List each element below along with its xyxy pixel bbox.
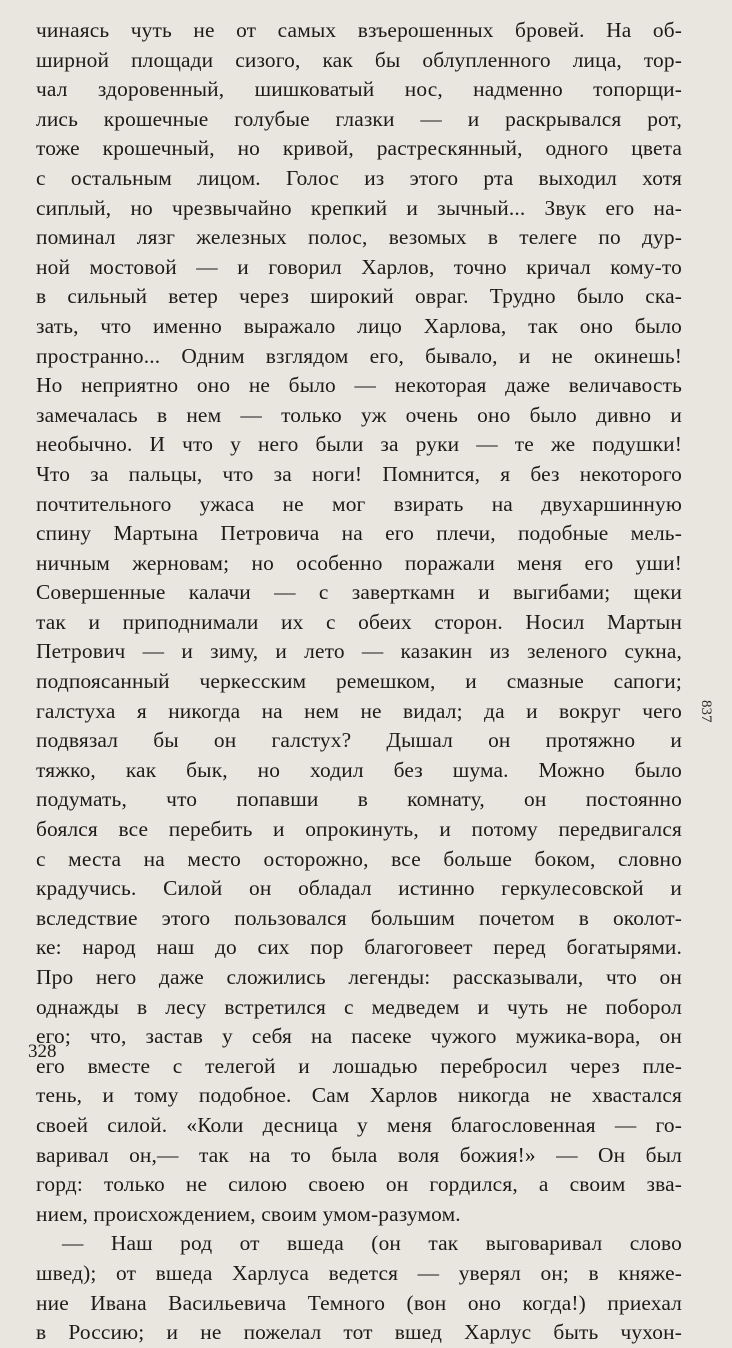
text-line: Но неприятно оно не было — некоторая даже величавость bbox=[36, 373, 682, 398]
page-number: 328 bbox=[28, 1041, 57, 1062]
text-line: тоже крошечный, но кривой, растрескянный, одного цвета bbox=[36, 136, 682, 161]
text-line: лись крошечные голубые глазки — и раскрывался рот, bbox=[36, 106, 682, 131]
text-line: Совершенные калачи — с заверткамн и выгибами; щеки bbox=[36, 580, 682, 605]
text-line: чинаясь чуть не от самых взъерошенных бровей. На об- bbox=[36, 18, 682, 42]
text-line: необычно. И что у него были за руки — те же подушки! bbox=[36, 432, 682, 457]
text-line: с остальным лицом. Голос из этого рта выходил хотя bbox=[36, 165, 682, 190]
text-line: в Россию; и не пожелал тот вшед Харлус быть чухон- bbox=[36, 1320, 682, 1345]
text-line: его; что, застав у себя на пасеке чужого мужика-вора, он bbox=[36, 1024, 682, 1049]
text-line: своей силой. «Коли десница у меня благословенная — го- bbox=[36, 1112, 682, 1137]
text-line: спину Мартына Петровича на его плечи, подобные мель- bbox=[36, 521, 682, 546]
text-line: нием, происхождением, своим умом-разумом. bbox=[36, 1201, 461, 1226]
text-line: галстуха я никогда на нем не видал; да и вокруг чего bbox=[36, 698, 682, 723]
text-line: почтительного ужаса не мог взирать на двухаршинную bbox=[36, 491, 682, 516]
text-line: Петрович — и зиму, и лето — казакин из зеленого сукна, bbox=[36, 639, 682, 664]
text-line: пространно... Одним взглядом его, бывало, и не окинешь! bbox=[36, 343, 682, 368]
text-line: тяжко, как бык, но ходил без шума. Можно было bbox=[36, 757, 682, 782]
text-line: с места на место осторожно, все больше боком, словно bbox=[36, 846, 682, 871]
text-line: Что за пальцы, что за ноги! Помнится, я без некоторого bbox=[36, 461, 682, 486]
text-line: ной мостовой — и говорил Харлов, точно кричал кому-то bbox=[36, 254, 682, 279]
text-line: Про него даже сложились легенды: рассказывали, что он bbox=[36, 965, 682, 989]
body-text bbox=[36, 16, 682, 1348]
text-line: однажды в лесу встретился с медведем и чуть не поборол bbox=[36, 994, 682, 1019]
text-line: сиплый, но чрезвычайно крепкий и зычный... Звук его на- bbox=[36, 195, 682, 220]
text-line: подумать, что попавши в комнату, он постоянно bbox=[36, 787, 682, 812]
text-line: швед); от вшеда Харлуса ведется — уверял он; в княже- bbox=[36, 1260, 682, 1285]
text-line: ширной площади сизого, как бы облупленного лица, тор- bbox=[36, 47, 682, 72]
text-line: его вместе с телегой и лошадью перебросил через пле- bbox=[36, 1053, 682, 1078]
text-line: вследствие этого пользовался большим почетом в околот- bbox=[36, 905, 682, 930]
text-line: тень, и тому подобное. Сам Харлов никогда не хвастался bbox=[36, 1083, 682, 1108]
text-line: подпоясанный черкесским ремешком, и смазные сапоги; bbox=[36, 669, 682, 694]
text-line: чал здоровенный, шишковатый нос, надменно топорщи- bbox=[36, 77, 682, 102]
text-line: в сильный ветер через широкий овраг. Трудно было ска- bbox=[36, 284, 682, 309]
text-line: ке: народ наш до сих пор благоговеет перед богатырями. bbox=[36, 935, 682, 960]
text-line: горд: только не силою своею он гордился, а своим зва- bbox=[36, 1172, 682, 1197]
side-number: 837 bbox=[698, 700, 714, 723]
text-line: ничным жерновам; но особенно поражали меня его уши! bbox=[36, 550, 682, 575]
text-line: ние Ивана Васильевича Темного (вон оно когда!) приехал bbox=[36, 1290, 682, 1315]
text-line: так и приподнимали их с обеих сторон. Носил Мартын bbox=[36, 609, 682, 634]
text-line: зать, что именно выражало лицо Харлова, так оно было bbox=[36, 313, 682, 338]
text-line: боялся все перебить и опрокинуть, и потому передвигался bbox=[36, 817, 682, 842]
text-line: варивал он,— так на то была воля божия!» — Он был bbox=[36, 1142, 682, 1167]
text-line: подвязал бы он галстух? Дышал он протяжно и bbox=[36, 728, 682, 753]
text-line: — Наш род от вшеда (он так выговаривал слово bbox=[62, 1231, 682, 1256]
text-line: крадучись. Силой он обладал истинно геркулесовской и bbox=[36, 876, 682, 901]
text-line: замечалась в нем — только уж очень оно было дивно и bbox=[36, 402, 682, 427]
text-line: поминал лязг железных полос, везомых в телеге по дур- bbox=[36, 225, 682, 250]
